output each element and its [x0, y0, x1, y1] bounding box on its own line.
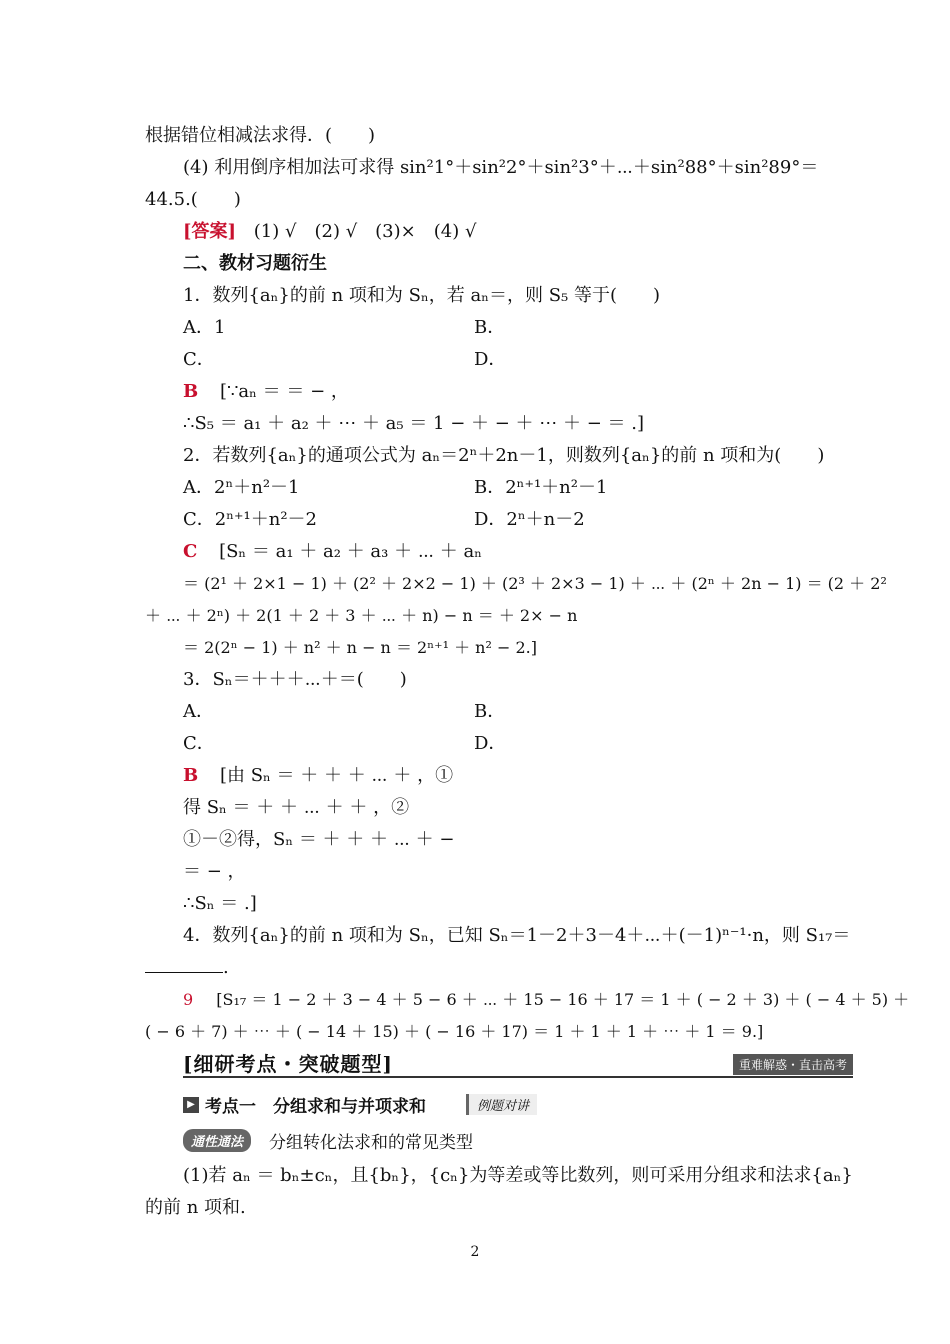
paragraph-line-2: 的前 n 项和.	[145, 1197, 246, 1218]
q2-option-b: B．2ⁿ⁺¹＋n²－1	[474, 477, 608, 498]
q1-solution-line-2: ∴S₅ ＝ a₁ ＋ a₂ ＋ ⋯ ＋ a₅ ＝ 1 − ＋ − ＋ ⋯ ＋ − ＝ .]	[183, 413, 644, 434]
q1-option-a: A．1	[183, 317, 226, 338]
q1-answer-letter: B	[183, 381, 199, 402]
line-2: (4) 利用倒序相加法可求得 sin²1°＋sin²2°＋sin²3°＋⋯＋sin²88°＋sin²89°＝	[183, 157, 819, 178]
section-title: [细研考点・突破题型]	[183, 1052, 393, 1076]
q1-option-d: D．	[474, 349, 507, 370]
q4-solution-text: [S₁₇ ＝ 1 − 2 ＋ 3 − 4 ＋ 5 − 6 ＋ ⋯ ＋ 15 − 16 ＋ 17 ＝ 1 ＋ ( − 2 ＋ 3) ＋ ( − 4 ＋ 5) ＋	[216, 990, 910, 1009]
section-tag: 重难解惑・直击高考	[733, 1054, 853, 1075]
q3-solution-line-1	[183, 764, 453, 788]
play-triangle-icon: ▶	[183, 1097, 199, 1113]
q3-answer-letter: B	[183, 765, 199, 786]
line-3: 44.5.( )	[145, 189, 241, 210]
q2-option-c: C．2ⁿ⁺¹＋n²－2	[183, 509, 317, 530]
q3-option-a: A．	[183, 701, 214, 722]
q4-answer-letter: 9	[183, 990, 194, 1009]
tongxing-title: 分组转化法求和的常见类型	[269, 1133, 474, 1153]
answer-text: (1) √ (2) √ (3)× (4) √	[253, 221, 477, 242]
q3-solution-line-4: ＝ − ，	[183, 861, 246, 882]
q4-solution-line-1	[183, 988, 909, 1012]
q2-answer-letter: C	[183, 541, 198, 562]
q4-solution-line-2: ( − 6 ＋ 7) ＋ ⋯ ＋ ( − 14 ＋ 15) ＋ ( − 16 ＋ 17) ＝ 1 ＋ 1 ＋ 1 ＋ ⋯ ＋ 1 ＝ 9.]	[145, 1022, 764, 1041]
line-1: 根据错位相减法求得．( )	[145, 125, 376, 146]
answer-label: [答案]	[183, 221, 237, 242]
q3-option-d: D．	[474, 733, 507, 754]
q1-solution-line-1	[183, 380, 349, 404]
kaodian-tag: 例题对讲	[466, 1094, 537, 1115]
q3-solution-line-5: ∴Sₙ ＝ .]	[183, 893, 257, 914]
answer-blank	[145, 956, 223, 973]
q3-option-c: C．	[183, 733, 215, 754]
q2-solution-line-4: ＝ 2(2ⁿ − 1) ＋ n² ＋ n − n ＝ 2ⁿ⁺¹ ＋ n² − 2.]	[183, 638, 537, 657]
q2-option-d: D．2ⁿ＋n－2	[474, 509, 585, 530]
question-2: 2．若数列{aₙ}的通项公式为 aₙ＝2ⁿ＋2n－1，则数列{aₙ}的前 n 项和为( )	[183, 445, 825, 466]
q1-option-c: C．	[183, 349, 215, 370]
tongxing-heading	[183, 1128, 473, 1153]
answer-line	[183, 220, 476, 244]
q1-option-b: B．	[474, 317, 506, 338]
q2-solution-text: [Sₙ ＝ a₁ ＋ a₂ ＋ a₃ ＋ ⋯ ＋ aₙ	[219, 541, 482, 562]
kaodian-heading	[183, 1092, 537, 1117]
section-heading-2: 二、教材习题衍生	[183, 253, 327, 274]
q2-solution-line-2: ＝ (2¹ ＋ 2×1 − 1) ＋ (2² ＋ 2×2 − 1) ＋ (2³ ＋ 2×3 − 1) ＋ ⋯ ＋ (2ⁿ ＋ 2n − 1) ＝ (2 ＋ 2²	[183, 574, 887, 593]
q3-solution-line-3: ①－②得，Sₙ ＝ ＋ ＋ ＋ ⋯ ＋ −	[183, 829, 455, 850]
question-3: 3．Sₙ＝＋＋＋⋯＋＝( )	[183, 669, 407, 690]
question-4: 4．数列{aₙ}的前 n 项和为 Sₙ，已知 Sₙ＝1－2＋3－4＋⋯＋(－1)ⁿ⁻¹·n，则 S₁₇＝	[183, 925, 851, 946]
tongxing-tag: 通性通法	[183, 1129, 251, 1152]
q3-solution-line-2: 得 Sₙ ＝ ＋ ＋ ⋯ ＋ ＋ ，②	[183, 797, 410, 818]
section-bar	[183, 1048, 853, 1078]
paragraph-line-1: (1)若 aₙ ＝ bₙ±cₙ，且{bₙ}，{cₙ}为等差或等比数列，则可采用分组求和法求{aₙ}	[183, 1165, 853, 1186]
kaodian-label: 考点一 分组求和与并项求和	[205, 1097, 426, 1117]
q3-option-b: B．	[474, 701, 506, 722]
q2-option-a: A．2ⁿ＋n²－1	[183, 477, 300, 498]
q4-end: .	[223, 957, 229, 978]
question-1: 1．数列{aₙ}的前 n 项和为 Sₙ，若 aₙ＝，则 S₅ 等于( )	[183, 285, 661, 306]
q3-solution-text: [由 Sₙ ＝ ＋ ＋ ＋ ⋯ ＋ ，①	[219, 765, 454, 786]
q1-solution-text: [∵aₙ ＝ ＝ − ，	[219, 381, 349, 402]
q2-solution-line-1	[183, 540, 482, 564]
q4-blank-line	[145, 956, 229, 980]
page-number: 2	[470, 1244, 480, 1260]
q2-solution-line-3: ＋ ⋯ ＋ 2ⁿ) ＋ 2(1 ＋ 2 ＋ 3 ＋ ⋯ ＋ n) − n ＝ ＋ 2× − n	[145, 606, 578, 625]
